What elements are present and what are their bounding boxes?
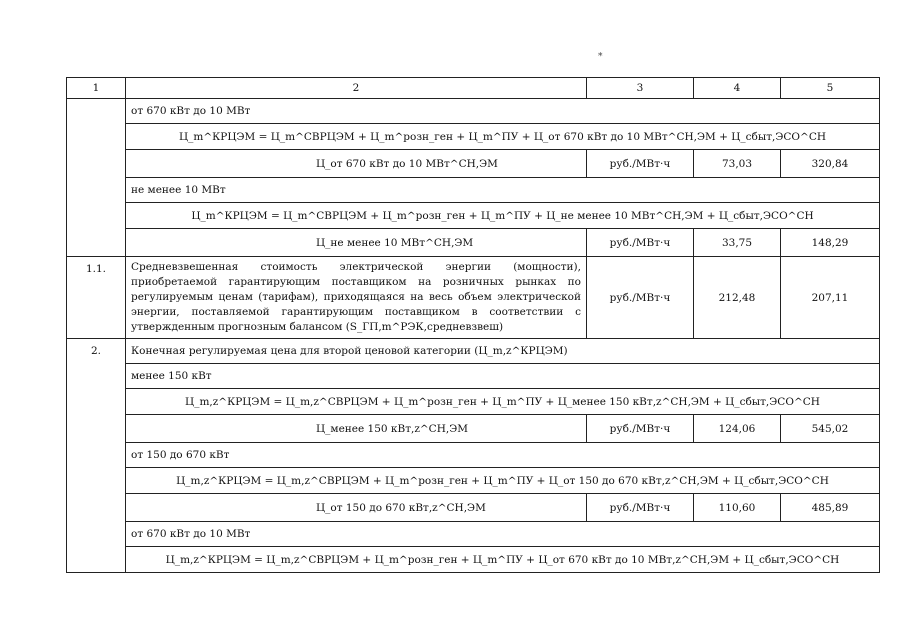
- table-row: [67, 229, 880, 257]
- section-label: менее 150 кВт: [126, 364, 880, 389]
- header-col-3: 3: [587, 78, 694, 99]
- value-col-5: 320,84: [781, 150, 880, 178]
- unit-cell: руб./МВт·ч: [587, 229, 694, 257]
- value-col-4: 73,03: [694, 150, 781, 178]
- component-label: Ц_менее 150 кВт,z^СН,ЭМ: [126, 415, 587, 443]
- header-col-1: 1: [67, 78, 126, 99]
- row-number: 1.1.: [67, 257, 126, 339]
- section-label: не менее 10 МВт: [126, 178, 880, 203]
- component-label: Ц_не менее 10 МВт^СН,ЭМ: [126, 229, 587, 257]
- formula: [126, 203, 880, 229]
- section-label: от 670 кВт до 10 МВт: [126, 99, 880, 124]
- header-col-4: 4: [694, 78, 781, 99]
- value-col-5: 148,29: [781, 229, 880, 257]
- formula: [126, 468, 880, 494]
- unit-cell: руб./МВт·ч: [587, 257, 694, 339]
- formula-text: Ц_m^КРЦЭМ = Ц_m^СВРЦЭМ + Ц_m^розн_ген + Ц_m^ПУ + Ц_не менее 10 МВт^СН,ЭМ + Ц_сбыт,ЭСО^СН: [191, 209, 814, 222]
- unit-cell: руб./МВт·ч: [587, 150, 694, 178]
- section-label: от 670 кВт до 10 МВт: [126, 522, 880, 547]
- table-row: [67, 522, 880, 547]
- component-label: Ц_от 670 кВт до 10 МВт^СН,ЭМ: [126, 150, 587, 178]
- table-row: [67, 389, 880, 415]
- value-col-5: 207,11: [781, 257, 880, 339]
- formula-text: Ц_m^КРЦЭМ = Ц_m^СВРЦЭМ + Ц_m^розн_ген + Ц_m^ПУ + Ц_от 670 кВт до 10 МВт^СН,ЭМ + Ц_сбыт,ЭСО^СН: [178, 130, 827, 143]
- row-number: 2.: [67, 339, 126, 573]
- table-row: [67, 494, 880, 522]
- component-label: Ц_от 150 до 670 кВт,z^СН,ЭМ: [126, 494, 587, 522]
- section-title: Конечная регулируемая цена для второй ценовой категории (Ц_m,z^КРЦЭМ): [126, 339, 880, 364]
- table-row: [67, 415, 880, 443]
- table-row: [67, 443, 880, 468]
- header-row: [67, 78, 880, 99]
- table-row: [67, 547, 880, 573]
- formula-text: Ц_m,z^КРЦЭМ = Ц_m,z^СВРЦЭМ + Ц_m^розн_ген + Ц_m^ПУ + Ц_от 670 кВт до 10 МВт,z^СН,ЭМ + Ц_сбыт,ЭСО^СН: [165, 553, 840, 566]
- formula: [126, 389, 880, 415]
- table-row: [67, 339, 880, 364]
- value-col-5: 485,89: [781, 494, 880, 522]
- table-row: [67, 150, 880, 178]
- table-row: [67, 124, 880, 150]
- table-row: [67, 203, 880, 229]
- formula: [126, 124, 880, 150]
- table-row: [67, 257, 880, 339]
- unit-cell: руб./МВт·ч: [587, 415, 694, 443]
- section-label: от 150 до 670 кВт: [126, 443, 880, 468]
- page-mark: *: [598, 52, 603, 62]
- table-row: [67, 178, 880, 203]
- table-row: [67, 468, 880, 494]
- header-col-2: 2: [126, 78, 587, 99]
- unit-cell: руб./МВт·ч: [587, 494, 694, 522]
- table-row: [67, 364, 880, 389]
- formula-text: Ц_m,z^КРЦЭМ = Ц_m,z^СВРЦЭМ + Ц_m^розн_ген + Ц_m^ПУ + Ц_менее 150 кВт,z^СН,ЭМ + Ц_сбыт,ЭСО^СН: [185, 395, 820, 408]
- header-col-5: 5: [781, 78, 880, 99]
- value-col-5: 545,02: [781, 415, 880, 443]
- row-number-cell: [67, 99, 126, 257]
- formula: [126, 547, 880, 573]
- value-col-4: 110,60: [694, 494, 781, 522]
- value-col-4: 212,48: [694, 257, 781, 339]
- paragraph-text: Средневзвешенная стоимость электрической энергии (мощности), приобретаемой гарантирующим поставщиком на розничных рынках по регулируемым ценам (тарифам), приходящаяся на весь объем электрической энергии, поставляемой гарантирующим поставщиком в соответствии с утвержденным прогнозным балансом (S_ГП,m^РЭК,средневзвеш): [126, 257, 587, 339]
- tariff-table: [66, 77, 880, 573]
- value-col-4: 124,06: [694, 415, 781, 443]
- table-row: [67, 99, 880, 124]
- formula-text: Ц_m,z^КРЦЭМ = Ц_m,z^СВРЦЭМ + Ц_m^розн_ген + Ц_m^ПУ + Ц_от 150 до 670 кВт,z^СН,ЭМ + Ц_сбыт,ЭСО^СН: [176, 474, 829, 487]
- value-col-4: 33,75: [694, 229, 781, 257]
